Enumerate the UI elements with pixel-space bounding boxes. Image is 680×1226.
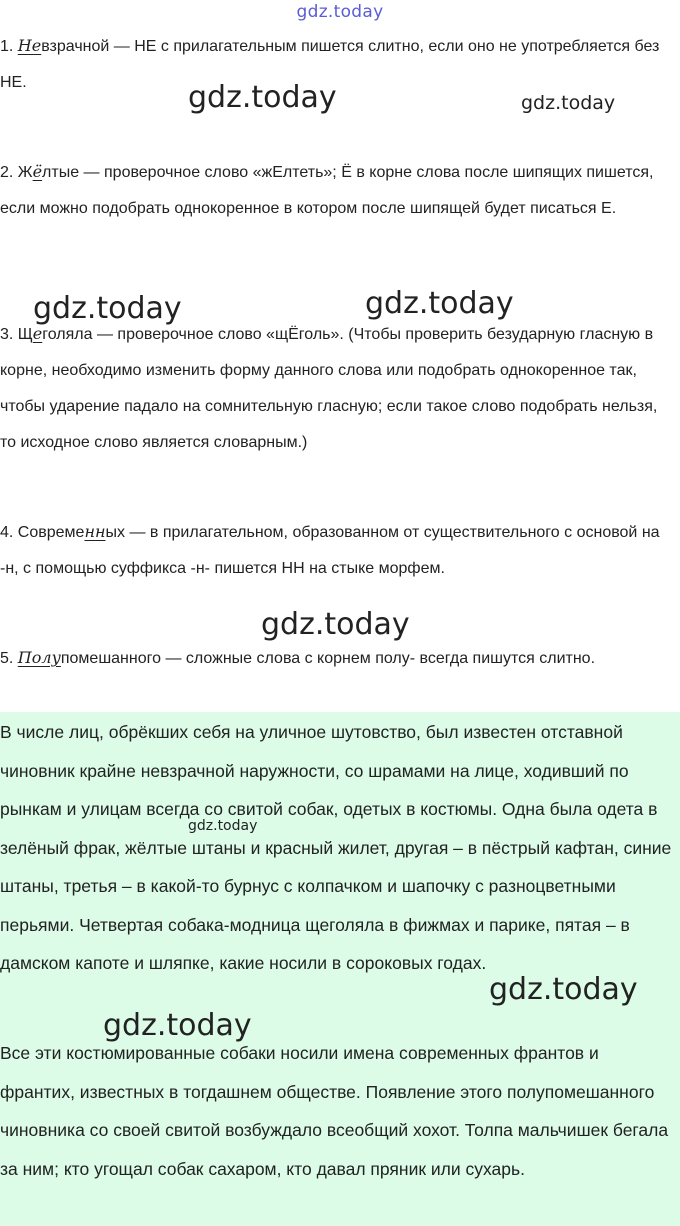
explanation: — НЕ с прилагательным пишется слитно, если оно не употребляется без НЕ. — [0, 38, 660, 91]
watermark: gdz.today — [188, 80, 337, 115]
header-watermark: gdz.today — [296, 2, 384, 22]
handwritten-fragment: Не — [17, 36, 42, 55]
handwritten-fragment: Полу — [17, 648, 61, 667]
word-pre: Совреме — [17, 524, 85, 541]
watermark: gdz.today — [365, 286, 514, 321]
word-pre: Ж — [17, 164, 33, 181]
explanation: — сложные слова с корнем полу- всегда пишутся слитно. — [161, 650, 596, 667]
item-2 — [0, 154, 676, 227]
item-5 — [0, 640, 676, 677]
item-1 — [0, 28, 676, 101]
item-number: 1. — [0, 38, 18, 55]
watermark: gdz.today — [188, 818, 258, 834]
handwritten-fragment: е — [32, 324, 43, 343]
explanation: — проверочное слово «жЕлтеть»; Ё в корне слова после шипящих пишется, если можно подобрать однокоренное в котором после шипящей будет писаться Е. — [0, 164, 654, 217]
handwritten-fragment: нн — [84, 522, 106, 541]
item-3 — [0, 316, 676, 461]
word-rest: помешанного — [60, 650, 162, 667]
word-pre: Щ — [17, 326, 33, 343]
source-paragraph-1: В числе лиц, обрёкших себя на уличное шутовство, был известен отставной чиновник крайне невзрачной наружности, со шрамами на лице, ходивший по рынкам и улицам всегда со свитой собак, одетых в костюмы. Одна была одета в зелёный фрак, жёлтые штаны и красный жилет, другая – в пёстрый кафтан, синие штаны, третья – в какой-то бурнус с колпачком и шапочку с разноцветными перьями. Четвертая собака-модница щеголяла в фижмах и парике, пятая – в дамском капоте и шляпке, какие носили в сороковых годах. — [0, 722, 672, 973]
item-number: 3. — [0, 326, 18, 343]
word-rest: взрачной — [41, 38, 110, 55]
word-rest: голяла — [42, 326, 93, 343]
handwritten-fragment: ё — [32, 162, 43, 181]
watermark: gdz.today — [33, 291, 182, 326]
watermark: gdz.today — [521, 92, 616, 114]
watermark: gdz.today — [103, 1008, 252, 1043]
explanation: — в прилагательном, образованном от существительного с основой на -н, с помощью суффикса -н- пишется НН на стыке морфем. — [0, 524, 660, 577]
word-rest: лтые — [42, 164, 80, 181]
watermark: gdz.today — [261, 607, 410, 642]
item-4 — [0, 514, 676, 587]
item-number: 2. — [0, 164, 18, 181]
item-number: 5. — [0, 650, 18, 667]
watermark: gdz.today — [489, 972, 638, 1007]
explanation: — проверочное слово «щЁголь». (Чтобы проверить безударную гласную в корне, необходимо изменить форму данного слова или подобрать однокоренное так, чтобы ударение падало на сомнительную гласную; если такое слово подобрать нельзя, то исходное слово является словарным.) — [0, 326, 658, 451]
source-paragraph-2: Все эти костюмированные собаки носили имена современных франтов и франтих, известных в тогдашнем обществе. Появление этого полупомешанного чиновника со своей свитой возбуждало всеобщий хохот. Толпа мальчишек бегала за ним; кто угощал собак сахаром, кто давал пряник или сухарь. — [0, 1043, 669, 1179]
item-number: 4. — [0, 524, 18, 541]
word-rest: ых — [105, 524, 126, 541]
